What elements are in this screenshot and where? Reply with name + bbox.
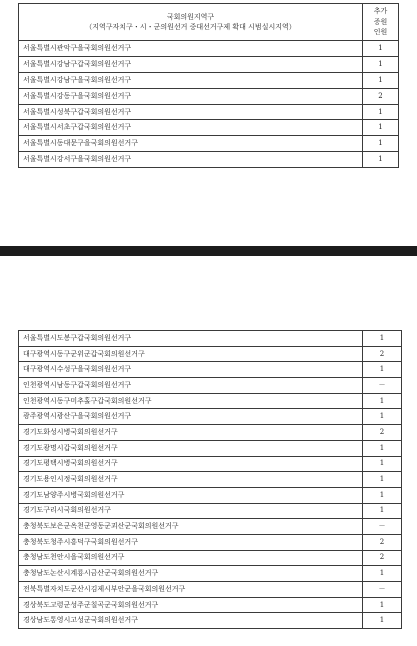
table-row: [19, 136, 399, 152]
district-name-cell: 경상북도고령군성주군칠곡군국회의원선거구: [19, 597, 363, 613]
table-body: [19, 331, 402, 629]
additional-count-cell: 2: [363, 88, 399, 104]
table-row: [19, 120, 399, 136]
additional-count-cell: 1: [363, 487, 402, 503]
additional-count-cell: 1: [363, 152, 399, 168]
additional-count-cell: 1: [363, 72, 399, 88]
table-row: [19, 550, 402, 566]
header-subtitle: （지역구자치구・시・군의원선거 중대선거구제 확대 시범실시지역）: [85, 23, 296, 31]
district-name-cell: 전북특별자치도군산시김제시부안군을국회의원선거구: [19, 582, 363, 598]
additional-count-cell: 1: [363, 104, 399, 120]
district-table-bottom: [18, 330, 402, 629]
additional-count-cell: －: [363, 519, 402, 535]
table-row: [19, 56, 399, 72]
table-row: [19, 472, 402, 488]
table-row: [19, 425, 402, 441]
additional-count-cell: 1: [363, 472, 402, 488]
additional-count-cell: －: [363, 582, 402, 598]
district-name-cell: 경기도화성시병국회의원선거구: [19, 425, 363, 441]
district-name-cell: 대구광역시수성구을국회의원선거구: [19, 362, 363, 378]
additional-count-cell: 1: [363, 41, 399, 57]
additional-count-cell: 2: [363, 550, 402, 566]
header-count-label: 추가 증원 인원: [373, 7, 388, 37]
table-row: [19, 152, 399, 168]
table-row: [19, 503, 402, 519]
district-name-cell: 충청남도논산시계룡시금산군국회의원선거구: [19, 566, 363, 582]
table-row: [19, 456, 402, 472]
additional-count-cell: 1: [363, 597, 402, 613]
additional-count-cell: 1: [363, 456, 402, 472]
table-row: [19, 72, 399, 88]
table-header-row: [19, 4, 399, 41]
additional-count-cell: 2: [363, 425, 402, 441]
table-row: [19, 519, 402, 535]
district-name-cell: 광주광역시광산구을국회의원선거구: [19, 409, 363, 425]
table-row: [19, 597, 402, 613]
table-row: [19, 566, 402, 582]
table-row: [19, 534, 402, 550]
district-name-cell: 서울특별시관악구을국회의원선거구: [19, 41, 363, 57]
district-name-cell: 충청남도천안시을국회의원선거구: [19, 550, 363, 566]
district-name-cell: 경상남도통영시고성군국회의원선거구: [19, 613, 363, 629]
additional-count-cell: 1: [363, 331, 402, 347]
district-name-cell: 충청북도청주시흥덕구국회의원선거구: [19, 534, 363, 550]
additional-count-cell: 1: [363, 393, 402, 409]
additional-count-cell: 1: [363, 566, 402, 582]
additional-count-cell: 1: [363, 613, 402, 629]
additional-count-cell: 2: [363, 534, 402, 550]
table-row: [19, 393, 402, 409]
additional-count-cell: 1: [363, 120, 399, 136]
header-count-cell: [363, 4, 399, 41]
district-name-cell: 경기도용인시정국회의원선거구: [19, 472, 363, 488]
table-body: [19, 41, 399, 168]
district-name-cell: 서울특별시강남구을국회의원선거구: [19, 72, 363, 88]
district-name-cell: 서울특별시동대문구을국회의원선거구: [19, 136, 363, 152]
additional-count-cell: 1: [363, 362, 402, 378]
additional-count-cell: 1: [363, 440, 402, 456]
district-name-cell: 충청북도보은군옥천군영동군괴산군국회의원선거구: [19, 519, 363, 535]
district-name-cell: 서울특별시강동구을국회의원선거구: [19, 88, 363, 104]
additional-count-cell: 1: [363, 56, 399, 72]
district-name-cell: 서울특별시강남구갑국회의원선거구: [19, 56, 363, 72]
district-name-cell: 경기도광명시갑국회의원선거구: [19, 440, 363, 456]
table-row: [19, 582, 402, 598]
table-row: [19, 346, 402, 362]
table-row: [19, 331, 402, 347]
additional-count-cell: 1: [363, 409, 402, 425]
header-district-cell: [19, 4, 363, 41]
district-name-cell: 서울특별시강서구을국회의원선거구: [19, 152, 363, 168]
district-name-cell: 대구광역시동구군위군갑국회의원선거구: [19, 346, 363, 362]
district-name-cell: 서울특별시서초구갑국회의원선거구: [19, 120, 363, 136]
table-row: [19, 409, 402, 425]
table-row: [19, 440, 402, 456]
table-row: [19, 613, 402, 629]
district-name-cell: 경기도남양주시병국회의원선거구: [19, 487, 363, 503]
header-title: 국회의원지역구: [166, 12, 215, 21]
district-name-cell: 서울특별시성북구갑국회의원선거구: [19, 104, 363, 120]
table-row: [19, 487, 402, 503]
additional-count-cell: 1: [363, 503, 402, 519]
table-row: [19, 41, 399, 57]
district-name-cell: 인천광역시남동구갑국회의원선거구: [19, 378, 363, 394]
district-table-top: [18, 3, 399, 168]
district-name-cell: 경기도구리시국회의원선거구: [19, 503, 363, 519]
district-name-cell: 경기도평택시병국회의원선거구: [19, 456, 363, 472]
table-row: [19, 88, 399, 104]
additional-count-cell: 2: [363, 346, 402, 362]
district-name-cell: 서울특별시도봉구갑국회의원선거구: [19, 331, 363, 347]
table-row: [19, 104, 399, 120]
table-row: [19, 362, 402, 378]
page-separator: [0, 246, 417, 256]
table-row: [19, 378, 402, 394]
additional-count-cell: －: [363, 378, 402, 394]
additional-count-cell: 1: [363, 136, 399, 152]
district-name-cell: 인천광역시동구미추홀구갑국회의원선거구: [19, 393, 363, 409]
